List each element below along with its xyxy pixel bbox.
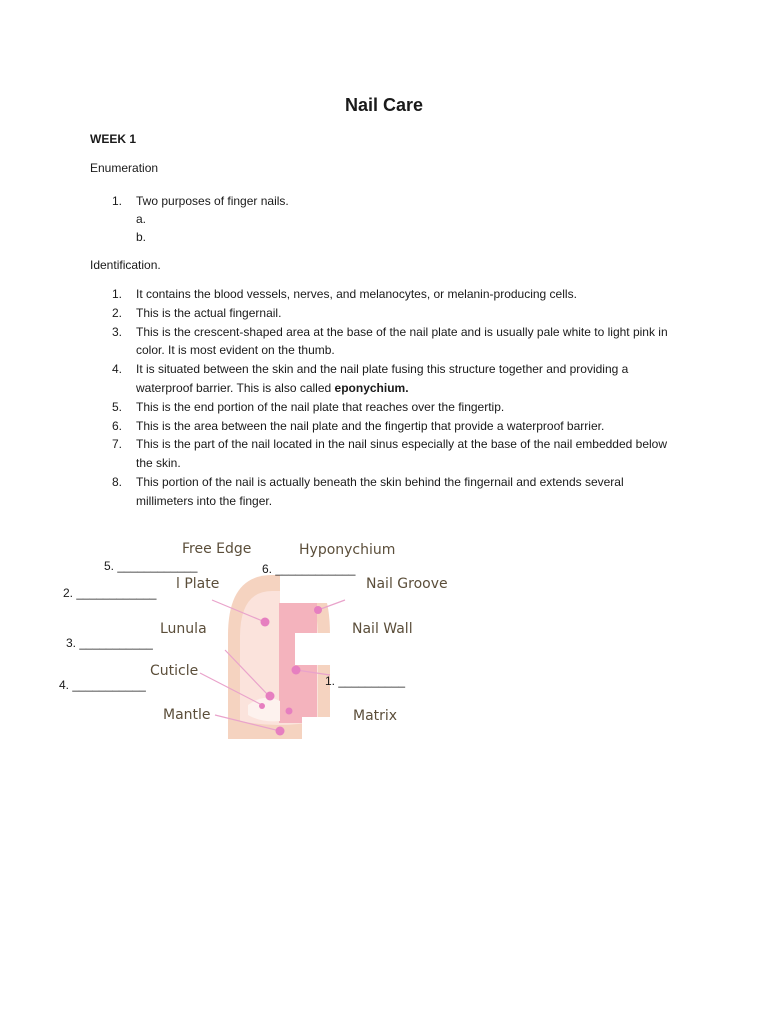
list-item	[112, 417, 672, 436]
list-item	[112, 435, 672, 473]
identification-list	[112, 285, 672, 511]
blank-3[interactable]: 3. ___________	[66, 636, 153, 650]
blank-4[interactable]: 4. ___________	[59, 678, 146, 692]
item-text: This is the crescent-shaped area at the base of the nail plate and is usually pale white to light pink in color. It is most evident on the thumb.	[136, 324, 668, 358]
blank-1[interactable]: 1. __________	[325, 674, 406, 688]
list-item	[112, 192, 672, 210]
label-groove: Nail Groove	[366, 576, 448, 592]
item-text: This portion of the nail is actually beneath the skin behind the fingernail and extends several millimeters into the finger.	[136, 474, 624, 508]
sub-item-a: a.	[136, 212, 147, 226]
item-text-main: It is situated between the skin and the nail plate fusing this structure together and providing a waterproof barrier. This is also called	[136, 362, 629, 395]
list-item	[112, 304, 672, 323]
blank-5[interactable]: 5. ____________	[104, 559, 198, 573]
item-number: 1.	[112, 287, 123, 301]
list-item	[112, 323, 672, 361]
label-nail-wall: Nail Wall	[352, 621, 413, 637]
item-number: 7.	[112, 437, 123, 452]
label-cover	[280, 573, 368, 603]
list-item	[112, 473, 672, 511]
item-text-bold: eponychium.	[334, 380, 409, 395]
enumeration-list	[112, 192, 672, 246]
item-number: 4.	[112, 362, 123, 377]
item-text: This is the part of the nail located in the nail sinus especially at the base of the nail embedded below the skin.	[136, 437, 667, 471]
identification-heading: Identification.	[90, 258, 161, 272]
item-number: 2.	[112, 305, 123, 320]
label-hyponychium: Hyponychium	[299, 542, 396, 558]
item-number: 5.	[112, 399, 123, 414]
label-cover	[302, 717, 340, 739]
list-item	[112, 285, 672, 304]
sub-item-b: b.	[136, 230, 147, 244]
blank-2[interactable]: 2. ____________	[63, 586, 157, 600]
item-text: This is the end portion of the nail plate that reaches over the fingertip.	[136, 399, 505, 414]
label-matrix: Matrix	[353, 708, 398, 724]
page-title: Nail Care	[344, 95, 424, 115]
item-number: 8.	[112, 474, 123, 489]
item-text: It contains the blood vessels, nerves, and melanocytes, or melanin-producing cells.	[136, 287, 577, 301]
label-cuticle: Cuticle	[150, 663, 199, 679]
item-text	[136, 360, 672, 398]
item-text: This is the actual fingernail.	[136, 305, 282, 320]
label-free-edge: Free Edge	[182, 541, 252, 557]
item-text: Two purposes of finger nails.	[136, 194, 289, 208]
label-mantle: Mantle	[163, 707, 211, 723]
item-text: This is the area between the nail plate and the fingertip that provide a waterproof barrier.	[136, 418, 605, 433]
enumeration-heading: Enumeration	[90, 161, 159, 175]
item-number: 6.	[112, 418, 123, 433]
list-item	[112, 398, 672, 417]
label-lunula: Lunula	[160, 621, 207, 637]
label-plate: l Plate	[176, 576, 220, 592]
nail-anatomy-diagram	[0, 525, 768, 745]
item-number: 1.	[112, 194, 123, 208]
blank-6[interactable]: 6. ____________	[262, 562, 356, 576]
item-number: 3.	[112, 324, 123, 339]
list-item	[112, 360, 672, 398]
label-cover	[295, 633, 343, 665]
week-label: WEEK 1	[90, 132, 137, 146]
nail-diagram-svg	[0, 525, 768, 745]
